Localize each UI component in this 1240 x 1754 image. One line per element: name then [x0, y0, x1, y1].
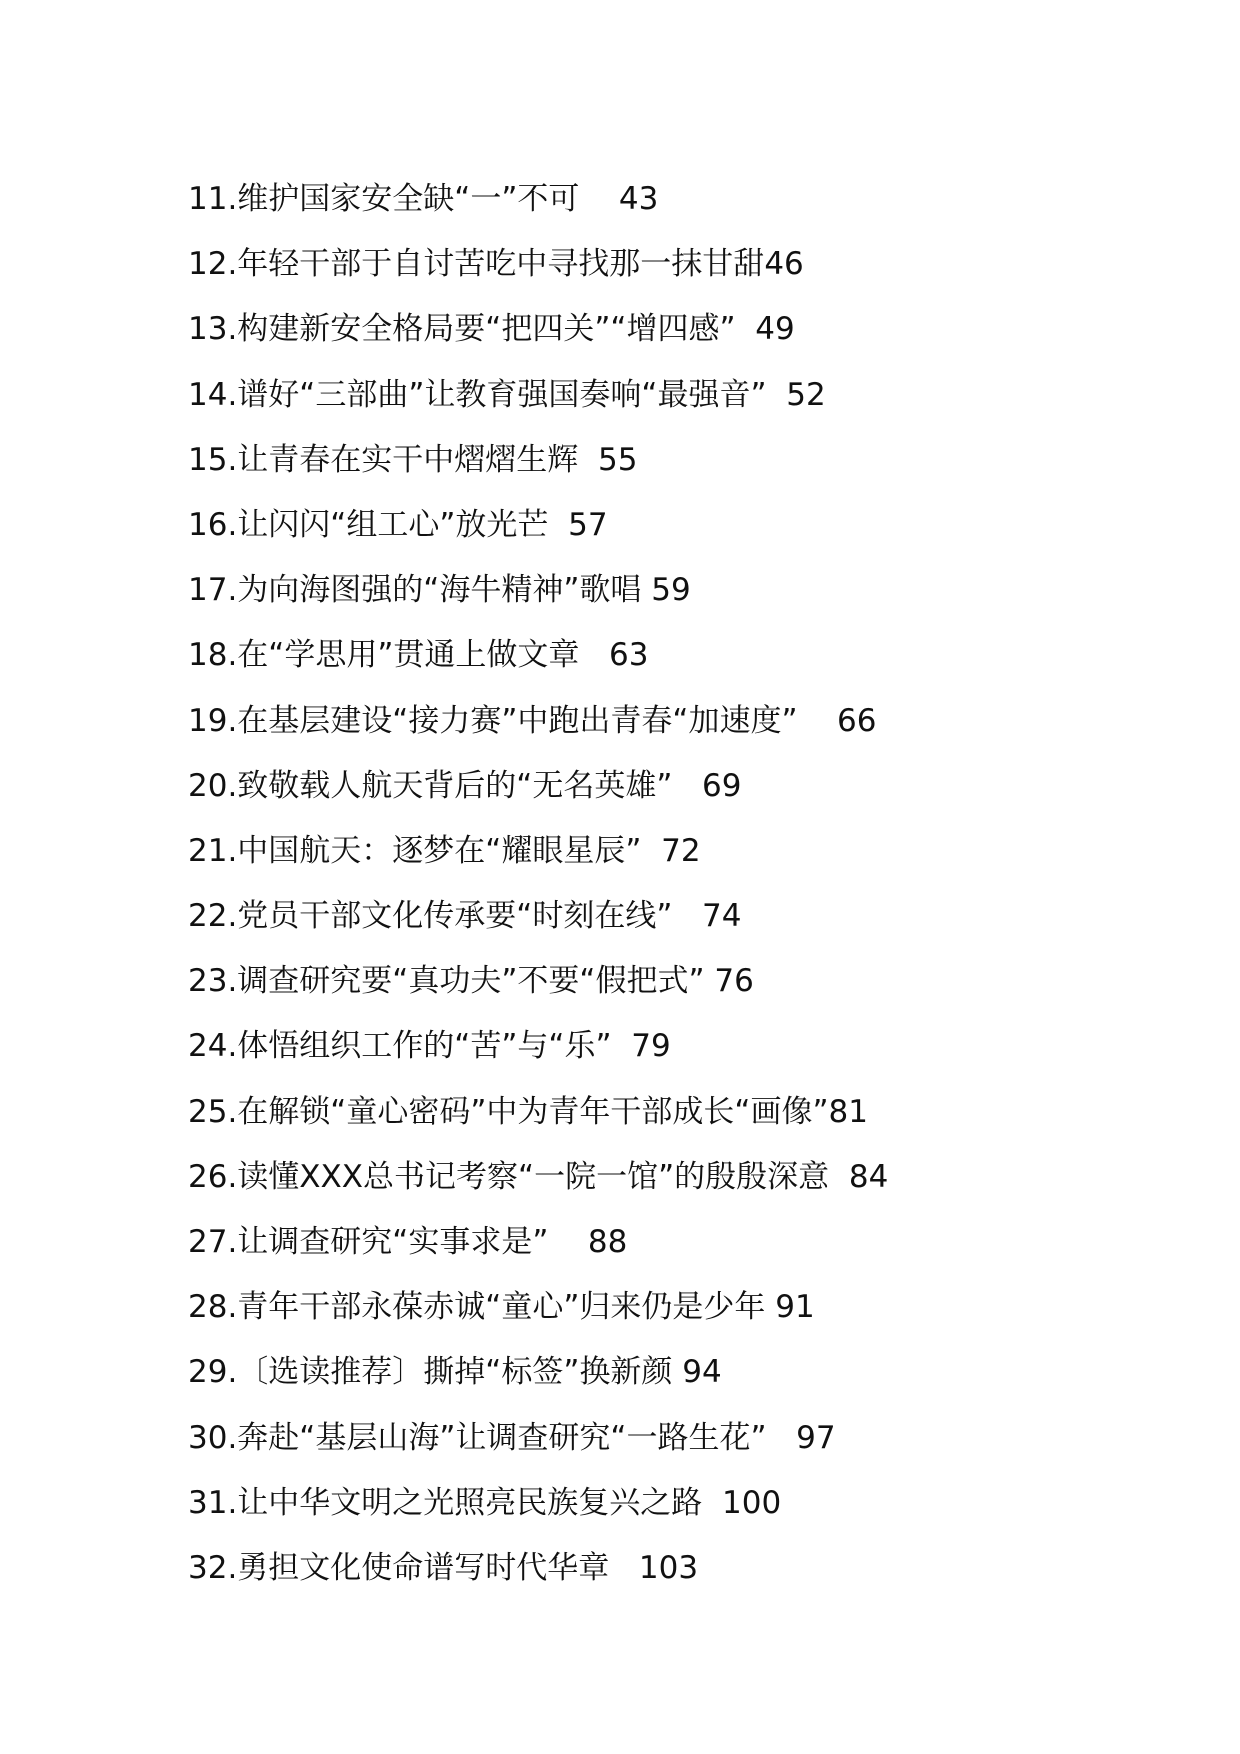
- toc-entry-page-number: 52: [786, 376, 826, 413]
- toc-entry-title: 29.〔选读推荐〕撕掉“标签”换新颜: [188, 1354, 673, 1391]
- toc-entry-gap: [641, 833, 661, 869]
- toc-entry-gap: [798, 703, 837, 739]
- toc-entry-page-number: 84: [848, 1158, 889, 1195]
- toc-entry-page-number: 55: [598, 441, 638, 478]
- toc-entry-gap: [767, 1420, 797, 1456]
- toc-entry-title: 21.中国航天：逐梦在“耀眼星辰”: [188, 832, 642, 869]
- toc-entry[interactable]: [188, 954, 1188, 1019]
- toc-entry-title: 19.在基层建设“接力赛”中跑出青春“加速度”: [188, 702, 798, 739]
- toc-entry-title: 23.调查研究要“真功夫”不要“假把式”: [188, 963, 705, 1000]
- toc-entry-page-number: 66: [836, 702, 877, 739]
- toc-entry-gap: [767, 377, 787, 413]
- toc-entry[interactable]: [188, 824, 1188, 889]
- toc-entry-gap: [579, 637, 609, 673]
- toc-entry[interactable]: [188, 368, 1188, 433]
- toc-entry-page-number: 76: [714, 963, 754, 1000]
- toc-entry-page-number: 94: [682, 1354, 722, 1391]
- toc-entry[interactable]: [188, 172, 1188, 237]
- toc-entry-gap: [578, 442, 598, 478]
- toc-entry-gap: [705, 963, 715, 999]
- toc-entry-gap: [702, 1485, 722, 1521]
- toc-entry-gap: [548, 1224, 587, 1260]
- toc-entry-page-number: 59: [651, 572, 691, 609]
- toc-entry-title: 32.勇担文化使命谱写时代华章: [188, 1549, 610, 1586]
- toc-entry-title: 27.让调查研究“实事求是”: [188, 1224, 549, 1260]
- toc-entry-page-number: 81: [828, 1093, 868, 1130]
- toc-entry-gap: [609, 1550, 639, 1586]
- toc-entry[interactable]: [188, 237, 1188, 302]
- toc-entry-gap: [612, 1028, 632, 1064]
- toc-entry-page-number: 91: [775, 1289, 815, 1326]
- toc-entry-title: 17.为向海图强的“海牛精神”歌唱: [188, 572, 642, 609]
- toc-entry-title: 14.谱好“三部曲”让教育强国奏响“最强音”: [188, 376, 767, 413]
- toc-entry[interactable]: [188, 498, 1188, 563]
- toc-entry-title: 13.构建新安全格局要“把四关”“增四感”: [188, 311, 736, 348]
- toc-entry-gap: [672, 1354, 682, 1390]
- toc-entry-page-number: 43: [618, 181, 659, 217]
- toc-entry[interactable]: [188, 1476, 1188, 1541]
- toc-entry[interactable]: [188, 1411, 1188, 1476]
- toc-entry[interactable]: [188, 1280, 1188, 1345]
- toc-entry[interactable]: [188, 1345, 1188, 1410]
- toc-entry-page-number: 63: [608, 637, 649, 674]
- toc-entry-title: 22.党员干部文化传承要“时刻在线”: [188, 898, 673, 935]
- toc-entry-page-number: 74: [701, 898, 742, 935]
- toc-entry-gap: [548, 507, 568, 543]
- toc-entry-title: 28.青年干部永葆赤诚“童心”归来仍是少年: [188, 1289, 766, 1326]
- toc-entry[interactable]: [188, 694, 1188, 759]
- toc-entry[interactable]: [188, 1541, 1188, 1606]
- toc-entry-title: 25.在解锁“童心密码”中为青年干部成长“画像”: [188, 1093, 829, 1130]
- toc-entry[interactable]: [188, 889, 1188, 954]
- toc-entry[interactable]: [188, 563, 1188, 628]
- toc-entry-gap: [672, 768, 702, 804]
- toc-entry-page-number: 69: [701, 767, 742, 804]
- toc-entry-page-number: 79: [631, 1028, 671, 1065]
- toc-entry-gap: [736, 311, 756, 347]
- toc-entry-gap: [579, 181, 618, 217]
- toc-entry-page-number: 97: [796, 1419, 836, 1456]
- toc-entry-title: 30.奔赴“基层山海”让调查研究“一路生花”: [188, 1419, 767, 1456]
- toc-entry[interactable]: [188, 1085, 1188, 1150]
- toc-entry-gap: [672, 898, 702, 934]
- toc-entry-page-number: 88: [587, 1224, 628, 1260]
- toc-entry-page-number: 57: [568, 506, 608, 543]
- toc-entry-title: 15.让青春在实干中熠熠生辉: [188, 441, 579, 478]
- toc-entry[interactable]: [188, 302, 1188, 367]
- toc-entry-page-number: 103: [638, 1549, 699, 1586]
- toc-entry-title: 11.维护国家安全缺“一”不可: [188, 181, 580, 217]
- toc-entry-page-number: 100: [722, 1484, 782, 1521]
- toc-entry-title: 26.读懂XXX总书记考察“一院一馆”的殷殷深意: [188, 1158, 830, 1195]
- toc-entry-page-number: 49: [755, 311, 795, 348]
- toc-entry-title: 18.在“学思用”贯通上做文章: [188, 637, 580, 674]
- toc-entry-gap: [641, 572, 651, 608]
- toc-entry-title: 16.让闪闪“组工心”放光芒: [188, 506, 549, 543]
- toc-entry-title: 20.致敬载人航天背后的“无名英雄”: [188, 767, 673, 804]
- toc-entry[interactable]: [188, 628, 1188, 693]
- table-of-contents: [188, 172, 1188, 1606]
- toc-entry-gap: [829, 1159, 849, 1195]
- toc-entry[interactable]: [188, 433, 1188, 498]
- toc-entry-page-number: 72: [661, 832, 701, 869]
- toc-entry[interactable]: [188, 1215, 1188, 1280]
- toc-entry-title: 31.让中华文明之光照亮民族复兴之路: [188, 1484, 703, 1521]
- toc-entry-gap: [765, 1289, 775, 1325]
- toc-entry-page-number: 46: [764, 246, 804, 283]
- toc-entry[interactable]: [188, 1019, 1188, 1084]
- toc-entry-title: 24.体悟组织工作的“苦”与“乐”: [188, 1028, 612, 1065]
- toc-entry[interactable]: [188, 1150, 1188, 1215]
- toc-entry[interactable]: [188, 759, 1188, 824]
- toc-entry-title: 12.年轻干部于自讨苦吃中寻找那一抹甘甜: [188, 246, 765, 283]
